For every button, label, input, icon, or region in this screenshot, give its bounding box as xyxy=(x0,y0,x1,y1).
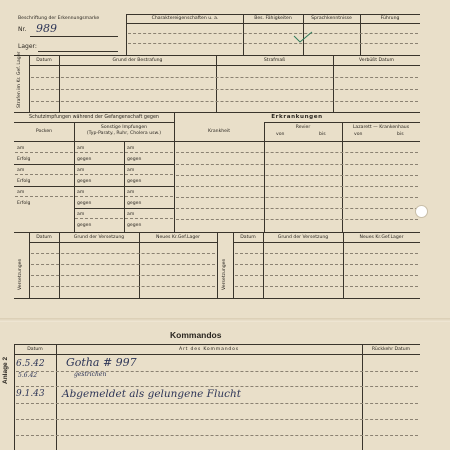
kom-dotted-2 xyxy=(16,386,418,387)
vers-dotted-l2 xyxy=(31,264,215,265)
nr-value: 989 xyxy=(36,22,57,35)
impfungen-sonstige-1: Sonstige Impfungen xyxy=(100,125,148,130)
card-fold xyxy=(0,318,450,322)
impf-cell-pocken: am xyxy=(17,146,25,151)
vers-bottom-rule xyxy=(14,298,420,299)
strafen-label-rule xyxy=(29,65,420,66)
vers-grund-right: Grund der Versetzung xyxy=(277,235,329,240)
impf-row-rule xyxy=(15,196,173,197)
vers-dotted-l1 xyxy=(31,253,215,254)
strafen-dotted-3 xyxy=(31,101,418,102)
kommandos-label-rule xyxy=(14,354,420,355)
impf-cell-sonst-2: am xyxy=(127,190,135,195)
lager-label: Lager: xyxy=(18,43,37,50)
strafen-strafmass: Strafmaß xyxy=(263,58,286,63)
vers-neues-left: Neues Kr.Gef.Lager xyxy=(156,235,200,240)
impf-cell-sonst-2: am xyxy=(127,212,135,217)
impfungen-title: Schutzimpfungen während der Gefangenschaft gegen xyxy=(29,115,159,120)
kom-dotted-3 xyxy=(16,403,418,404)
kommandos-art: Art des Kommandos xyxy=(179,347,239,352)
header-dotted-1 xyxy=(128,33,418,34)
vers-dotted-l3 xyxy=(31,275,215,276)
impf-row-rule xyxy=(14,164,174,165)
impf-row-rule xyxy=(15,174,173,175)
impf-cell-sonst-2: gegen xyxy=(127,201,142,206)
erkr-dotted-2 xyxy=(176,164,418,165)
versetzungen-side-label-right: Versetzungen xyxy=(222,258,227,290)
header-divider-1 xyxy=(126,14,127,55)
sprachkenntnisse-label: Sprachkenntnisse xyxy=(311,16,352,21)
erkrankungen-von2: von xyxy=(354,132,363,137)
strafen-dotted-2 xyxy=(31,89,418,90)
kommando-text2: gestrichen xyxy=(74,371,107,378)
vers-divider-4 xyxy=(217,232,218,298)
vers-dotted-l4 xyxy=(31,286,215,287)
versetzungen-side-label-left: Versetzungen xyxy=(18,258,23,290)
header-divider-2 xyxy=(243,14,244,55)
vers-label-rule-right xyxy=(233,242,420,243)
strafen-datum: Datum xyxy=(36,58,52,63)
impf-cell-sonst-1: am xyxy=(77,190,85,195)
strafen-dotted-1 xyxy=(31,77,418,78)
kommandos-divider-left xyxy=(14,344,15,450)
impf-cell-sonst-1: am xyxy=(77,212,85,217)
erkrankungen-lazarett: Lazarett — Krankenhaus xyxy=(352,125,410,130)
kommando-date: 9.1.43 xyxy=(16,389,45,399)
kommandos-datum: Datum xyxy=(27,347,43,352)
strafen-divider-side xyxy=(29,55,30,112)
beschriftung-label: Beschriftung der Erkennungsmarke xyxy=(18,16,100,21)
strafen-bottom-rule xyxy=(14,112,420,113)
impf-row-rule xyxy=(14,186,174,187)
erkrankungen-bis2: bis xyxy=(397,132,404,137)
impf-cell-pocken: am xyxy=(17,168,25,173)
strafen-verbuesst: Verbüßt Datum xyxy=(358,58,395,63)
anlage-label: Anlage 2 xyxy=(2,356,9,384)
header-top-rule xyxy=(126,14,420,15)
impf-cell-pocken: Erfolg xyxy=(17,179,31,184)
impfungen-pocken: Pocken xyxy=(35,129,53,134)
punch-hole xyxy=(415,205,428,218)
strafen-divider-1 xyxy=(59,55,60,112)
impf-cell-sonst-2: gegen xyxy=(127,223,142,228)
strafen-grund: Grund der Bestrafung xyxy=(112,58,163,63)
impf-cell-sonst-1: am xyxy=(77,168,85,173)
strafen-side-label: Strafen im Kr. Gef. Lager xyxy=(17,51,22,108)
impfungen-header-rule xyxy=(14,141,174,142)
kommando-text: Gotha # 997 xyxy=(66,356,137,369)
kommando-text: Abgemeldet als gelungene Flucht xyxy=(62,388,241,400)
checkmark-icon xyxy=(292,30,314,44)
erkr-dotted-5 xyxy=(176,197,418,198)
kom-dotted-4 xyxy=(16,419,418,420)
impfungen-title-rule xyxy=(14,122,174,123)
erkr-dotted-3 xyxy=(176,175,418,176)
erkr-dotted-4 xyxy=(176,186,418,187)
charakter-label: Charaktereigenschaften u. a. xyxy=(151,16,219,21)
impf-row-rule xyxy=(75,218,173,219)
erkr-dotted-6 xyxy=(176,208,418,209)
nr-underline xyxy=(30,36,118,37)
vers-dotted-r1 xyxy=(235,253,418,254)
vers-grund-left: Grund der Versetzung xyxy=(73,235,125,240)
impf-cell-sonst-2: gegen xyxy=(127,157,142,162)
kommandos-title: Kommandos xyxy=(170,330,222,340)
impf-cell-sonst-2: am xyxy=(127,168,135,173)
impf-cell-sonst-2: gegen xyxy=(127,179,142,184)
vers-dotted-r2 xyxy=(235,264,418,265)
impf-cell-pocken: Erfolg xyxy=(17,201,31,206)
impfungen-sonstige-2: (Typ-Paraty., Ruhr, Cholera usw.) xyxy=(86,131,162,136)
impf-cell-sonst-1: gegen xyxy=(77,201,92,206)
erkrankungen-title: Erkrankungen xyxy=(271,114,323,120)
vers-datum-left: Datum xyxy=(36,235,52,240)
erkrankungen-revier: Revier xyxy=(295,125,311,130)
impf-cell-pocken: Erfolg xyxy=(17,157,31,162)
impf-cell-sonst-2: am xyxy=(127,146,135,151)
kommandos-rueckkehr: Rückkehr Datum xyxy=(371,347,411,352)
impf-row-rule xyxy=(74,208,174,209)
header-dotted-2 xyxy=(128,43,418,44)
impf-cell-sonst-1: am xyxy=(77,146,85,151)
faehigkeiten-label: Bes. Fähigkeiten xyxy=(254,16,292,21)
erkr-dotted-7 xyxy=(176,219,418,220)
strafen-divider-3 xyxy=(333,55,334,112)
vers-dotted-r3 xyxy=(235,275,418,276)
vers-label-rule-left xyxy=(29,242,217,243)
header-divider-4 xyxy=(360,14,361,55)
vers-neues-right: Neues Kr.Gef.Lager xyxy=(359,235,404,240)
impf-cell-pocken: am xyxy=(17,190,25,195)
impf-cell-sonst-1: gegen xyxy=(77,157,92,162)
lager-underline xyxy=(38,51,118,52)
impf-row-rule xyxy=(15,152,173,153)
strafen-divider-2 xyxy=(216,55,217,112)
erkrankungen-krankheit: Krankheit xyxy=(207,129,231,134)
vers-dotted-r4 xyxy=(235,286,418,287)
header-bottom-rule xyxy=(14,55,420,56)
erkrankungen-header-rule xyxy=(174,141,420,142)
kommandos-top-rule xyxy=(14,344,420,345)
impf-cell-sonst-1: gegen xyxy=(77,179,92,184)
impf-cell-sonst-1: gegen xyxy=(77,223,92,228)
kommando-date2: 5.6.42 xyxy=(18,372,38,379)
erkrankungen-bis: bis xyxy=(319,132,326,137)
erkrankungen-divider-2 xyxy=(342,122,343,232)
vers-datum-right: Datum xyxy=(240,235,256,240)
nr-label: Nr. xyxy=(18,26,27,33)
erkr-dotted-1 xyxy=(176,152,418,153)
kom-dotted-5 xyxy=(16,435,418,436)
impfungen-divider-1 xyxy=(74,122,75,232)
erkrankungen-subrule xyxy=(264,122,420,123)
erkrankungen-divider-1 xyxy=(264,122,265,232)
header-label-rule xyxy=(126,23,420,24)
erkrankungen-von: von xyxy=(276,132,285,137)
kommando-date: 6.5.42 xyxy=(16,359,45,369)
fuehrung-label: Führung xyxy=(380,16,400,21)
